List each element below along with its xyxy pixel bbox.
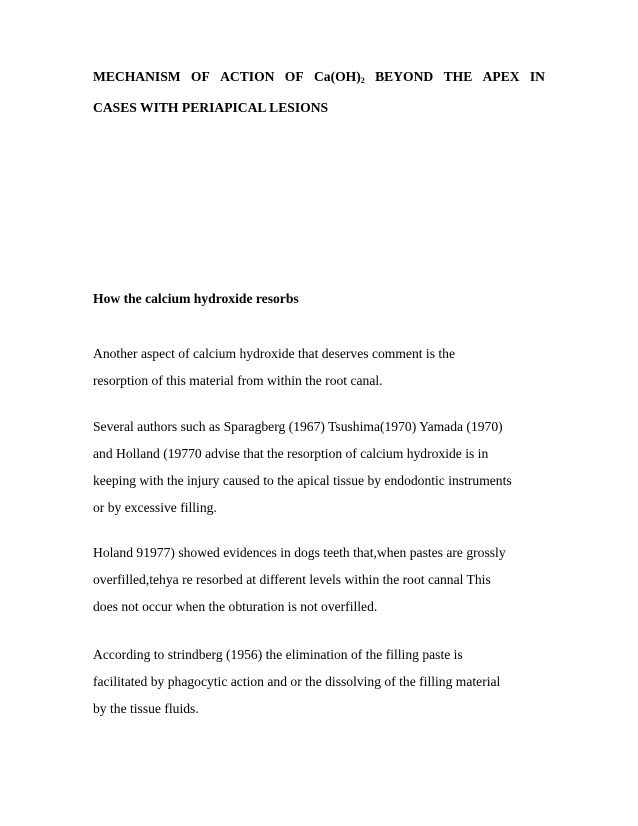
document-title (93, 63, 545, 121)
paragraph-1 (93, 340, 553, 394)
title-word: Ca(OH) (313, 69, 361, 84)
title-word: ACTION (220, 69, 275, 84)
paragraph-line: overfilled,tehya re resorbed at different levels within the root cannal This (93, 572, 491, 587)
paragraph-line: resorption of this material from within the root canal. (93, 373, 383, 388)
title-word: IN (529, 69, 545, 84)
paragraph-line: or by excessive filling. (93, 500, 217, 515)
paragraph-line: Holand 91977) showed evidences in dogs teeth that,when pastes are grossly (93, 545, 506, 560)
title-word: BEYOND (375, 69, 434, 84)
title-word: APEX (482, 69, 520, 84)
paragraph-line: does not occur when the obturation is not overfilled. (93, 599, 378, 614)
paragraph-line: keeping with the injury caused to the apical tissue by endodontic instruments (93, 473, 512, 488)
paragraph-line: facilitated by phagocytic action and or the dissolving of the filling material (93, 674, 501, 689)
paragraph-line: and Holland (19770 advise that the resorption of calcium hydroxide is in (93, 446, 489, 461)
paragraph-line: Several authors such as Sparagberg (1967) Tsushima(1970) Yamada (1970) (93, 419, 503, 434)
section-heading: How the calcium hydroxide resorbs (93, 291, 299, 306)
title-word: OF (190, 69, 210, 84)
paragraph-line: by the tissue fluids. (93, 701, 199, 716)
paragraph-3 (93, 539, 553, 620)
paragraph-4 (93, 641, 553, 722)
title-line-2: CASES WITH PERIAPICAL LESIONS (93, 100, 329, 115)
title-formula (314, 63, 365, 94)
title-word: THE (443, 69, 473, 84)
title-word: MECHANISM (93, 69, 181, 84)
title-word: OF (284, 69, 304, 84)
paragraph-line: Another aspect of calcium hydroxide that deserves comment is the (93, 346, 456, 361)
title-line-1 (93, 63, 545, 94)
paragraph-line: According to strindberg (1956) the elimination of the filling paste is (93, 647, 463, 662)
title-subscript: 2 (360, 76, 365, 85)
paragraph-2 (93, 413, 553, 521)
